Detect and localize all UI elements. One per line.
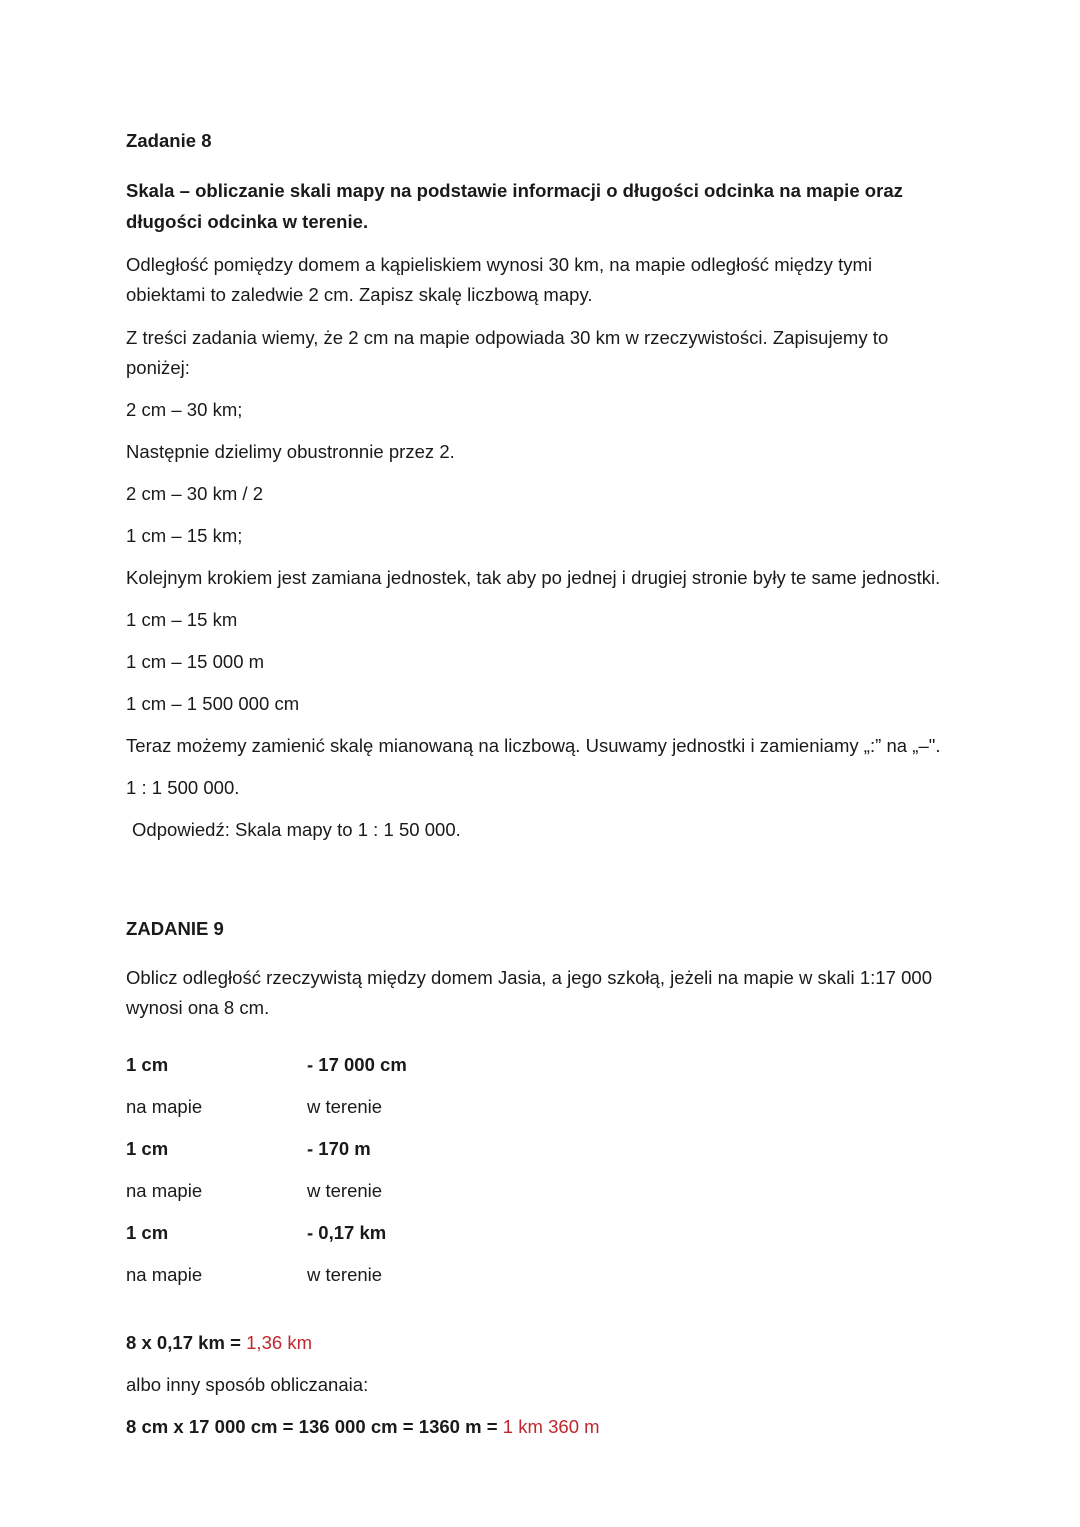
task-8-heading: Zadanie 8 [126,130,212,151]
task-8-section [126,126,953,846]
task-8-step-8: 1 cm – 1 500 000 cm [126,693,300,714]
conversion-row [126,1260,686,1302]
task-8-step-4: 1 cm – 15 km; [126,525,243,546]
task-9-alt-method-label: albo inny sposób obliczanaia: [126,1373,369,1395]
task-8-intro-line: Z treści zadania wiemy, że 2 cm na mapie odpowiada 30 km w rzeczywistości. Zapisujemy to poniżej: [126,326,889,378]
conversion-row [126,1134,686,1176]
conversion-row-terrain-value: - 170 m [307,1137,371,1159]
task-9-result-secondary [126,1412,953,1443]
result-primary-value: 1,36 km [246,1331,313,1353]
conversion-row-map-value: na mapie [126,1263,203,1285]
result-primary-expression: 8 x 0,17 km = [126,1331,247,1353]
task-9-result-primary [126,1328,953,1359]
conversion-row [126,1092,686,1134]
task-8-step-6: 1 cm – 15 km [126,609,238,630]
section-spacer [126,857,953,914]
task-9-problem-statement: Oblicz odległość rzeczywistą między domem Jasia, a jego szkołą, jeżeli na mapie w skali 1:17 000 wynosi ona 8 cm. [126,966,933,1018]
task-8-problem-statement: Odległość pomiędzy domem a kąpieliskiem wynosi 30 km, na mapie odległość między tymi obiektami to zaledwie 2 cm. Zapisz skalę liczbową mapy. [126,253,873,305]
task-8-step-9: Teraz możemy zamienić skalę mianowaną na liczbową. Usuwamy jednostki i zamieniamy „:” na „–". [126,735,941,756]
conversion-table [126,1050,686,1302]
conversion-row-map-value: na mapie [126,1179,203,1201]
conversion-row-map-value: 1 cm [126,1221,169,1243]
result-secondary-expression: 8 cm x 17 000 cm = 136 000 cm = 1360 m = [126,1415,503,1437]
table-spacer [126,1036,953,1050]
conversion-table-body [126,1050,686,1302]
conversion-row-terrain-value: w terenie [307,1095,383,1117]
task-8-answer: Odpowiedź: Skala mapy to 1 : 1 50 000. [132,819,461,840]
conversion-row-terrain-value: - 0,17 km [307,1221,387,1243]
conversion-row-terrain-value: - 17 000 cm [307,1053,407,1075]
task-8-step-10: 1 : 1 500 000. [126,777,240,798]
task-8-step-5: Kolejnym krokiem jest zamiana jednostek, tak aby po jednej i drugiej stronie były te same jednostki. [126,567,941,588]
conversion-row-map-value: 1 cm [126,1137,169,1159]
results-spacer [126,1302,953,1328]
conversion-row [126,1050,686,1092]
task-9-section [126,914,953,1442]
task-8-subheading: Skala – obliczanie skali mapy na podstawie informacji o długości odcinka na mapie oraz długości odcinka w terenie. [126,179,903,232]
task-9-heading: ZADANIE 9 [126,918,224,939]
result-secondary-value: 1 km 360 m [502,1415,600,1437]
task-8-step-3: 2 cm – 30 km / 2 [126,483,264,504]
task-8-step-2: Następnie dzielimy obustronnie przez 2. [126,441,455,462]
conversion-row-terrain-value: w terenie [307,1263,383,1285]
task-8-step-1: 2 cm – 30 km; [126,399,243,420]
conversion-row [126,1176,686,1218]
conversion-row-map-value: 1 cm [126,1053,169,1075]
document-body [126,126,953,1442]
conversion-row [126,1218,686,1260]
task-8-step-7: 1 cm – 15 000 m [126,651,265,672]
conversion-row-map-value: na mapie [126,1095,203,1117]
conversion-row-terrain-value: w terenie [307,1179,383,1201]
